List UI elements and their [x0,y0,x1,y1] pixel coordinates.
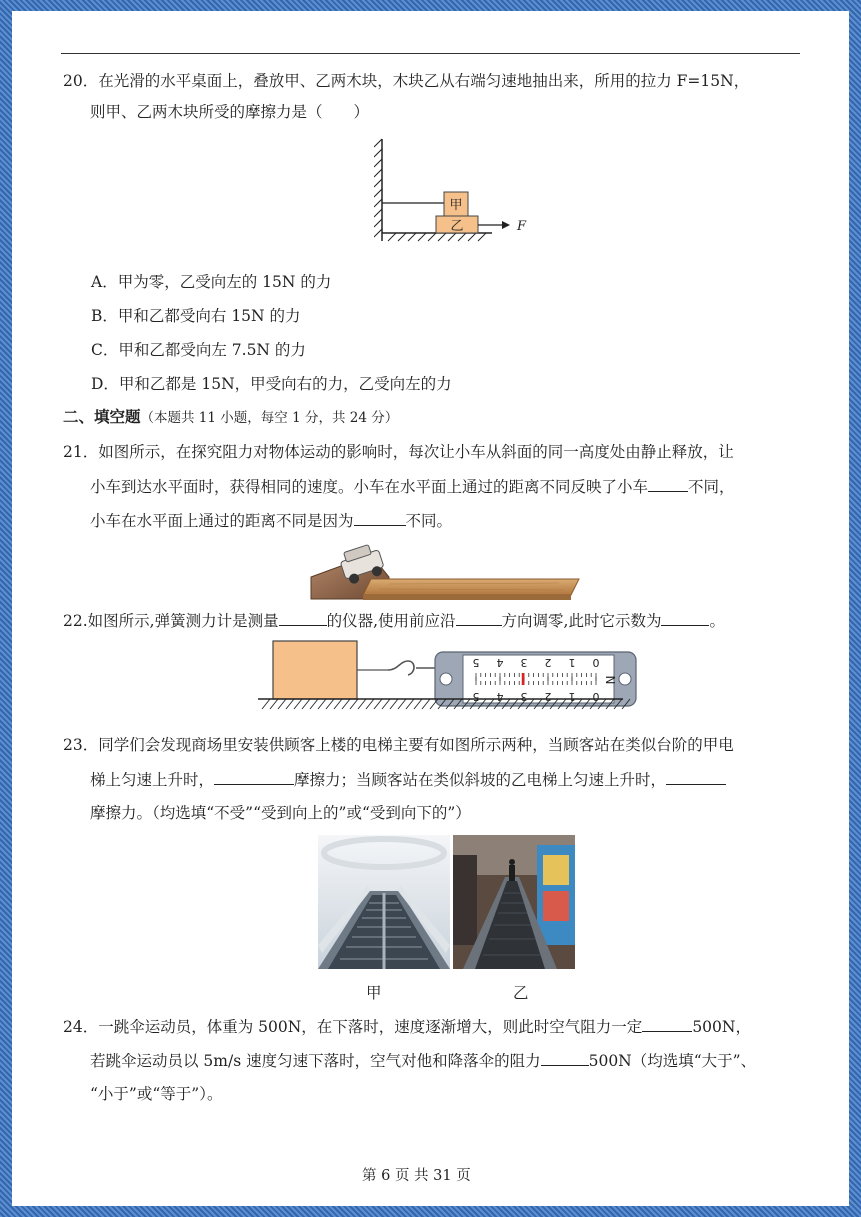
scale-face [463,655,614,703]
ground-hatch [342,699,350,709]
q22-text-1: 22.如图所示,弹簧测力计是测量 [63,612,279,630]
q20-figure [374,137,534,247]
ground-hatch [398,699,406,709]
q22-text-4: 。 [709,612,725,630]
q24-line2 [90,1050,756,1071]
document-page [12,11,849,1206]
ground-hatch [382,699,390,709]
q23-text-1: 同学们会发现商场里安装供顾客上楼的电梯主要有如图所示两种，当顾客站在类似台阶的甲电 [98,736,734,754]
ground-hatch [270,699,278,709]
scale-label-top-3: 3 [520,656,528,669]
ground-hatch [390,699,398,709]
section2-title: 二、填空题 [63,408,141,426]
q21-text-2b: 不同， [688,478,735,496]
header-rule [61,53,800,54]
block-jia-label: 甲 [449,198,463,213]
q22-blank-2[interactable] [456,610,502,626]
q23-line1 [63,735,734,755]
scale-unit: N [603,675,617,685]
ground-hatch [414,699,422,709]
scale-label-bottom-1: 1 [568,690,576,703]
hook [388,661,414,675]
q24-text-2b: 500N（均选填“大于”、 [588,1052,757,1070]
q23-blank-1[interactable] [214,769,294,785]
caption-yi: 乙 [513,984,529,1002]
scale-label-bottom-0: 0 [592,690,600,703]
scale-label-bottom-5: 5 [472,690,480,703]
section2-note: （本题共 11 小题，每空 1 分，共 24 分） [140,410,399,426]
ground-hatch [278,699,286,709]
q24-blank-1[interactable] [642,1016,692,1032]
q21-text-2a: 小车到达水平面时，获得相同的速度。小车在水平面上通过的距离不同反映了小车 [90,478,649,496]
q24-line3: “小于”或“等于”）。 [90,1085,223,1103]
q22-block [273,641,357,699]
ground-hatch [302,699,310,709]
q20-line2: 则甲、乙两木块所受的摩擦力是（ ） [90,103,370,121]
q21-text-1: 如图所示，在探究阻力对物体运动的影响时，每次让小车从斜面的同一高度处由静止释放，让 [98,443,734,461]
q23-number: 23． [63,736,99,754]
q24-text-2a: 若跳伞运动员以 5m/s 速度匀速下落时，空气对他和降落伞的阻力 [90,1052,541,1070]
q21-blank-2[interactable] [354,510,406,526]
scale-label-top-4: 4 [496,656,504,669]
ground-hatch [406,699,414,709]
q20-option-c: C．甲和乙都受向左 7.5N 的力 [91,341,306,359]
ground-hatch [326,699,334,709]
ground-hatch [310,699,318,709]
force-label: F [517,219,527,234]
q21-blank-1[interactable] [648,476,688,492]
q24-line1 [63,1016,751,1037]
ground-hatch [366,699,374,709]
q20-option-a: A．甲为零，乙受向左的 15N 的力 [91,273,332,291]
scale-label-top-1: 1 [568,656,576,669]
q24-text-1a: 一跳伞运动员，体重为 500N，在下落时，速度逐渐增大，则此时空气阻力一定 [98,1018,643,1036]
q21-number: 21． [63,443,99,461]
scale-label-bottom-2: 2 [544,690,552,703]
scale-label-top-2: 2 [544,656,552,669]
q22-line1 [63,610,725,631]
q21-line1 [63,442,734,462]
q23-blank-2[interactable] [666,769,726,785]
q22-blank-1[interactable] [279,610,327,626]
q24-number: 24． [63,1018,99,1036]
q21-line3 [90,510,452,531]
q21-text-3a: 小车在水平面上通过的距离不同是因为 [90,512,354,530]
q24-text-1b: 500N， [692,1018,751,1036]
scale-label-top-0: 0 [592,656,600,669]
q22-text-2: 的仪器,使用前应沿 [326,612,456,630]
ground-hatch [334,699,342,709]
ground-hatch [286,699,294,709]
q20-option-d: D．甲和乙都是 15N，甲受向右的力，乙受向左的力 [91,375,452,393]
q21-text-3b: 不同。 [405,512,453,530]
q20-number: 20． [63,72,99,90]
ground-hatch [294,699,302,709]
ground-hatch [350,699,358,709]
q23-line3: 摩擦力。（均选填“不受”“受到向上的”或“受到向下的”） [90,804,471,822]
q23-line2 [90,769,726,790]
ground-hatch [358,699,366,709]
ground-hatch [318,699,326,709]
block-yi-label: 乙 [450,219,464,234]
q21-line2 [90,476,735,497]
q24-blank-2[interactable] [541,1050,589,1066]
q22-figure [248,637,648,727]
caption-jia: 甲 [366,984,382,1002]
section2-heading [63,407,398,428]
wooden-board [363,579,579,595]
q23-text-2b: 摩擦力；当顾客站在类似斜坡的乙电梯上匀速上升时， [294,771,667,789]
page-footer: 第 6 页 共 31 页 [362,1168,471,1184]
ground-hatch [262,699,270,709]
scale-label-bottom-4: 4 [496,690,504,703]
ground-hatch [374,699,382,709]
q23-text-2a: 梯上匀速上升时， [90,771,215,789]
q22-text-3: 方向调零,此时它示数为 [501,612,662,630]
q20-line1 [63,71,749,91]
ground-hatch [422,699,430,709]
q22-blank-3[interactable] [661,610,709,626]
escalator-photo-yi [453,835,575,969]
escalator-photo-jia [318,835,450,969]
scale-label-top-5: 5 [472,656,480,669]
scale-label-bottom-3: 3 [520,690,528,703]
q20-option-b: B．甲和乙都受向右 15N 的力 [91,307,301,325]
q20-text-1: 在光滑的水平桌面上，叠放甲、乙两木块，木块乙从右端匀速地抽出来，所用的拉力 F=15N， [98,72,750,90]
ground-hatch [430,699,438,709]
q21-figure [309,533,581,601]
